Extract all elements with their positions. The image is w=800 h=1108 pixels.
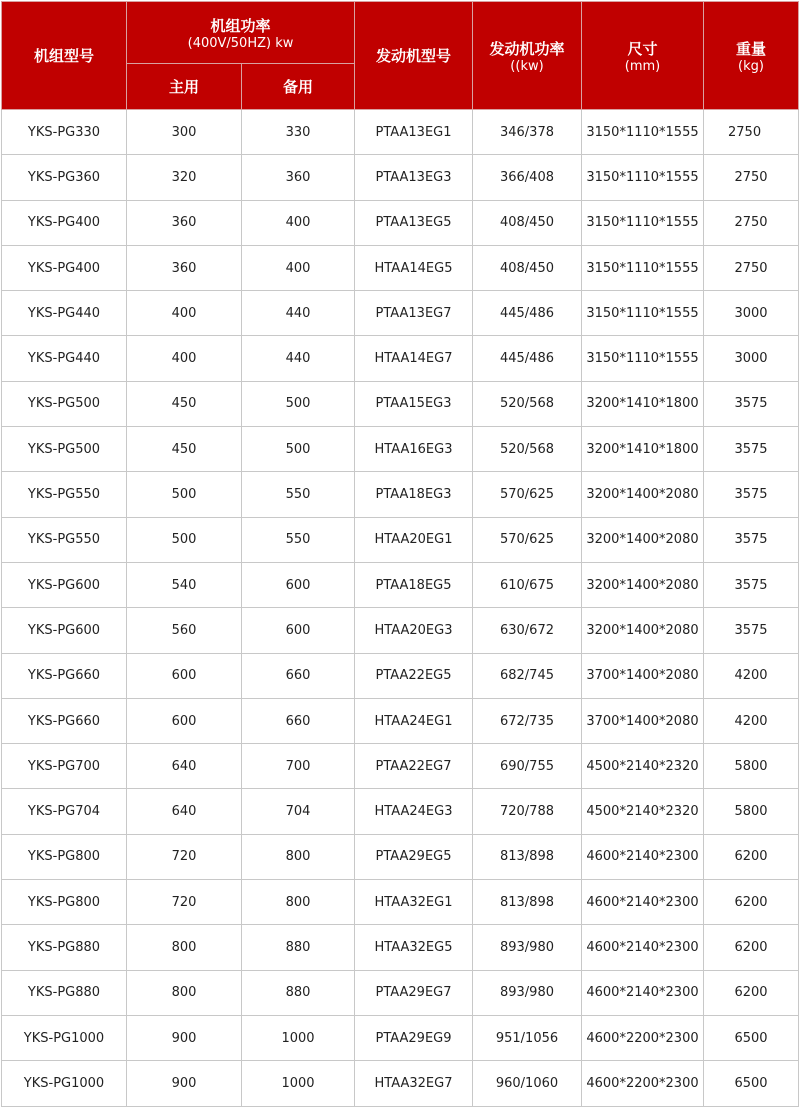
standby-power-cell: 1000 <box>242 1061 355 1106</box>
engine-model-cell: PTAA22EG5 <box>355 653 473 698</box>
size-cell: 4600*2140*2300 <box>582 880 704 925</box>
table-row <box>2 1061 799 1106</box>
engine-model-cell: PTAA13EG3 <box>355 155 473 200</box>
engine-power-cell: 366/408 <box>473 155 582 200</box>
engine-model-cell: PTAA15EG3 <box>355 381 473 426</box>
header-model: 机组型号 <box>2 2 127 110</box>
size-cell: 3150*1110*1555 <box>582 245 704 290</box>
header-engine-power-unit: ((kw) <box>510 58 544 74</box>
model-cell: YKS-PG600 <box>2 608 127 653</box>
standby-power-cell: 704 <box>242 789 355 834</box>
weight-cell: 3575 <box>704 381 799 426</box>
size-cell: 3200*1410*1800 <box>582 381 704 426</box>
size-cell: 3200*1400*2080 <box>582 472 704 517</box>
standby-power-cell: 500 <box>242 427 355 472</box>
engine-power-cell: 672/735 <box>473 698 582 743</box>
prime-power-cell: 800 <box>127 925 242 970</box>
prime-power-cell: 800 <box>127 970 242 1015</box>
size-cell: 3200*1400*2080 <box>582 562 704 607</box>
model-cell: YKS-PG704 <box>2 789 127 834</box>
weight-cell: 4200 <box>704 653 799 698</box>
engine-power-cell: 951/1056 <box>473 1015 582 1060</box>
size-cell: 4600*2200*2300 <box>582 1061 704 1106</box>
table-row <box>2 427 799 472</box>
engine-power-cell: 893/980 <box>473 970 582 1015</box>
standby-power-cell: 440 <box>242 291 355 336</box>
model-cell: YKS-PG400 <box>2 245 127 290</box>
prime-power-cell: 640 <box>127 789 242 834</box>
engine-model-cell: PTAA13EG1 <box>355 110 473 155</box>
prime-power-cell: 500 <box>127 517 242 562</box>
size-cell: 3150*1110*1555 <box>582 291 704 336</box>
weight-cell: 3575 <box>704 427 799 472</box>
engine-power-cell: 813/898 <box>473 880 582 925</box>
header-weight <box>704 2 799 110</box>
table-row <box>2 562 799 607</box>
table-row <box>2 245 799 290</box>
weight-cell: 4200 <box>704 698 799 743</box>
prime-power-cell: 900 <box>127 1061 242 1106</box>
weight-cell: 2750 <box>704 200 799 245</box>
table-header <box>2 2 799 110</box>
engine-power-cell: 570/625 <box>473 517 582 562</box>
engine-model-cell: HTAA14EG5 <box>355 245 473 290</box>
prime-power-cell: 450 <box>127 427 242 472</box>
engine-model-cell: HTAA24EG1 <box>355 698 473 743</box>
engine-power-cell: 960/1060 <box>473 1061 582 1106</box>
engine-model-cell: PTAA29EG5 <box>355 834 473 879</box>
prime-power-cell: 300 <box>127 110 242 155</box>
prime-power-cell: 320 <box>127 155 242 200</box>
table-row <box>2 155 799 200</box>
header-weight-unit: (kg) <box>738 58 764 74</box>
header-size-unit: (mm) <box>624 58 661 74</box>
engine-power-cell: 520/568 <box>473 381 582 426</box>
weight-cell: 2750 <box>704 155 799 200</box>
header-weight-title: 重量 <box>735 39 766 58</box>
engine-power-cell: 408/450 <box>473 245 582 290</box>
engine-model-cell: PTAA18EG3 <box>355 472 473 517</box>
prime-power-cell: 450 <box>127 381 242 426</box>
engine-model-cell: HTAA24EG3 <box>355 789 473 834</box>
standby-power-cell: 400 <box>242 245 355 290</box>
engine-model-cell: HTAA20EG3 <box>355 608 473 653</box>
prime-power-cell: 360 <box>127 245 242 290</box>
standby-power-cell: 600 <box>242 562 355 607</box>
prime-power-cell: 600 <box>127 653 242 698</box>
table-body <box>2 110 799 1107</box>
standby-power-cell: 550 <box>242 517 355 562</box>
header-engine-power <box>473 2 582 110</box>
engine-power-cell: 445/486 <box>473 291 582 336</box>
engine-power-cell: 813/898 <box>473 834 582 879</box>
weight-cell: 3575 <box>704 608 799 653</box>
model-cell: YKS-PG550 <box>2 517 127 562</box>
prime-power-cell: 640 <box>127 744 242 789</box>
prime-power-cell: 540 <box>127 562 242 607</box>
size-cell: 3150*1110*1555 <box>582 200 704 245</box>
model-cell: YKS-PG800 <box>2 834 127 879</box>
prime-power-cell: 400 <box>127 336 242 381</box>
weight-cell: 6500 <box>704 1061 799 1106</box>
size-cell: 3200*1410*1800 <box>582 427 704 472</box>
table-row <box>2 744 799 789</box>
model-cell: YKS-PG660 <box>2 653 127 698</box>
engine-model-cell: PTAA18EG5 <box>355 562 473 607</box>
weight-cell: 5800 <box>704 789 799 834</box>
header-power-group <box>127 2 355 64</box>
size-cell: 3700*1400*2080 <box>582 653 704 698</box>
size-cell: 4500*2140*2320 <box>582 744 704 789</box>
engine-model-cell: HTAA32EG5 <box>355 925 473 970</box>
weight-cell: 3575 <box>704 562 799 607</box>
prime-power-cell: 900 <box>127 1015 242 1060</box>
model-cell: YKS-PG800 <box>2 880 127 925</box>
engine-model-cell: PTAA22EG7 <box>355 744 473 789</box>
engine-power-cell: 445/486 <box>473 336 582 381</box>
header-power-title: 机组功率 <box>210 16 271 35</box>
standby-power-cell: 880 <box>242 925 355 970</box>
weight-cell: 3575 <box>704 472 799 517</box>
weight-cell: 6200 <box>704 880 799 925</box>
weight-cell: 3000 <box>704 336 799 381</box>
engine-power-cell: 630/672 <box>473 608 582 653</box>
size-cell: 4600*2200*2300 <box>582 1015 704 1060</box>
weight-cell: 3000 <box>704 291 799 336</box>
model-cell: YKS-PG880 <box>2 970 127 1015</box>
model-cell: YKS-PG440 <box>2 336 127 381</box>
table-row <box>2 653 799 698</box>
model-cell: YKS-PG600 <box>2 562 127 607</box>
prime-power-cell: 600 <box>127 698 242 743</box>
genset-spec-table <box>1 1 799 1107</box>
standby-power-cell: 600 <box>242 608 355 653</box>
engine-power-cell: 346/378 <box>473 110 582 155</box>
weight-cell: 5800 <box>704 744 799 789</box>
engine-model-cell: HTAA32EG1 <box>355 880 473 925</box>
model-cell: YKS-PG550 <box>2 472 127 517</box>
model-cell: YKS-PG700 <box>2 744 127 789</box>
engine-power-cell: 610/675 <box>473 562 582 607</box>
prime-power-cell: 720 <box>127 880 242 925</box>
standby-power-cell: 550 <box>242 472 355 517</box>
engine-model-cell: HTAA32EG7 <box>355 1061 473 1106</box>
prime-power-cell: 360 <box>127 200 242 245</box>
standby-power-cell: 360 <box>242 155 355 200</box>
engine-model-cell: HTAA16EG3 <box>355 427 473 472</box>
weight-cell: 2750 <box>704 245 799 290</box>
table-row <box>2 291 799 336</box>
table-row <box>2 1015 799 1060</box>
table-row <box>2 472 799 517</box>
table-row <box>2 698 799 743</box>
table-row <box>2 381 799 426</box>
table-row <box>2 608 799 653</box>
engine-model-cell: PTAA29EG7 <box>355 970 473 1015</box>
size-cell: 3150*1110*1555 <box>582 155 704 200</box>
standby-power-cell: 500 <box>242 381 355 426</box>
engine-model-cell: PTAA29EG9 <box>355 1015 473 1060</box>
size-cell: 4600*2140*2300 <box>582 925 704 970</box>
size-cell: 4600*2140*2300 <box>582 970 704 1015</box>
table-row <box>2 517 799 562</box>
prime-power-cell: 500 <box>127 472 242 517</box>
model-cell: YKS-PG500 <box>2 381 127 426</box>
model-cell: YKS-PG1000 <box>2 1015 127 1060</box>
size-cell: 4500*2140*2320 <box>582 789 704 834</box>
size-cell: 3700*1400*2080 <box>582 698 704 743</box>
model-cell: YKS-PG500 <box>2 427 127 472</box>
model-cell: YKS-PG400 <box>2 200 127 245</box>
engine-model-cell: PTAA13EG5 <box>355 200 473 245</box>
table-row <box>2 200 799 245</box>
table-row <box>2 834 799 879</box>
engine-model-cell: PTAA13EG7 <box>355 291 473 336</box>
header-prime: 主用 <box>127 64 242 110</box>
size-cell: 4600*2140*2300 <box>582 834 704 879</box>
weight-cell: 6200 <box>704 834 799 879</box>
prime-power-cell: 720 <box>127 834 242 879</box>
size-cell: 3200*1400*2080 <box>582 608 704 653</box>
standby-power-cell: 660 <box>242 653 355 698</box>
header-size <box>582 2 704 110</box>
prime-power-cell: 400 <box>127 291 242 336</box>
engine-power-cell: 408/450 <box>473 200 582 245</box>
weight-cell: 2750 <box>704 110 799 155</box>
size-cell: 3150*1110*1555 <box>582 110 704 155</box>
model-cell: YKS-PG660 <box>2 698 127 743</box>
standby-power-cell: 440 <box>242 336 355 381</box>
engine-power-cell: 720/788 <box>473 789 582 834</box>
weight-cell: 6200 <box>704 970 799 1015</box>
standby-power-cell: 400 <box>242 200 355 245</box>
size-cell: 3150*1110*1555 <box>582 336 704 381</box>
header-engine-power-title: 发动机功率 <box>489 39 565 58</box>
table-row <box>2 336 799 381</box>
model-cell: YKS-PG880 <box>2 925 127 970</box>
table-row <box>2 789 799 834</box>
engine-power-cell: 893/980 <box>473 925 582 970</box>
prime-power-cell: 560 <box>127 608 242 653</box>
weight-cell: 3575 <box>704 517 799 562</box>
standby-power-cell: 700 <box>242 744 355 789</box>
header-power-spec: (400V/50HZ) kw <box>187 35 294 51</box>
engine-power-cell: 682/745 <box>473 653 582 698</box>
model-cell: YKS-PG360 <box>2 155 127 200</box>
model-cell: YKS-PG1000 <box>2 1061 127 1106</box>
table-row <box>2 110 799 155</box>
standby-power-cell: 660 <box>242 698 355 743</box>
weight-cell: 6200 <box>704 925 799 970</box>
model-cell: YKS-PG330 <box>2 110 127 155</box>
engine-power-cell: 570/625 <box>473 472 582 517</box>
header-engine-model: 发动机型号 <box>355 2 473 110</box>
standby-power-cell: 880 <box>242 970 355 1015</box>
size-cell: 3200*1400*2080 <box>582 517 704 562</box>
weight-cell: 6500 <box>704 1015 799 1060</box>
standby-power-cell: 800 <box>242 880 355 925</box>
standby-power-cell: 1000 <box>242 1015 355 1060</box>
standby-power-cell: 800 <box>242 834 355 879</box>
engine-model-cell: HTAA14EG7 <box>355 336 473 381</box>
table-row <box>2 970 799 1015</box>
model-cell: YKS-PG440 <box>2 291 127 336</box>
engine-power-cell: 520/568 <box>473 427 582 472</box>
table-row <box>2 925 799 970</box>
table-row <box>2 880 799 925</box>
header-size-title: 尺寸 <box>627 39 658 58</box>
engine-model-cell: HTAA20EG1 <box>355 517 473 562</box>
standby-power-cell: 330 <box>242 110 355 155</box>
header-standby: 备用 <box>242 64 355 110</box>
engine-power-cell: 690/755 <box>473 744 582 789</box>
